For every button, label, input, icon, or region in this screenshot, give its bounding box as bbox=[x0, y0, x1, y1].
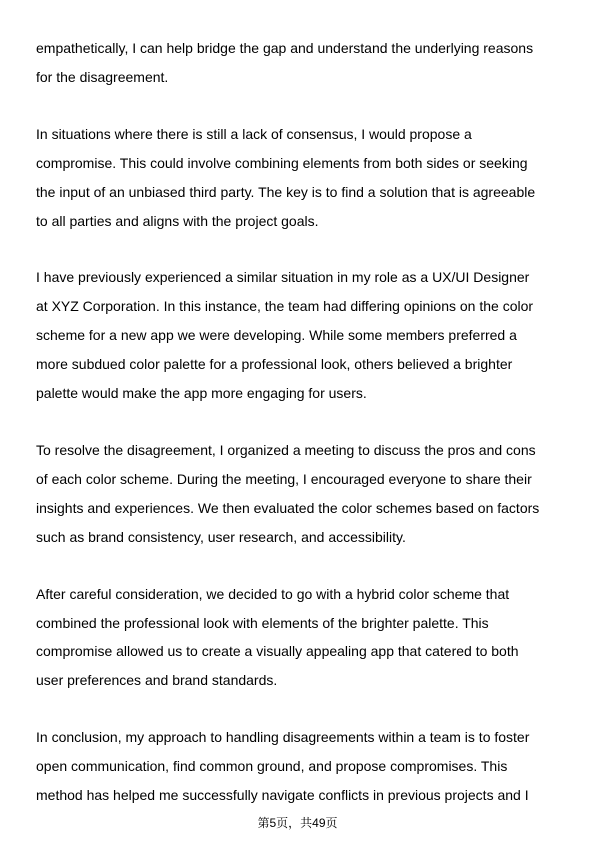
text-line: In conclusion, my approach to handling disagreements within a team is to foster bbox=[36, 729, 530, 746]
text-line: scheme for a new app we were developing. While some members preferred a bbox=[36, 327, 517, 344]
page-number-footer: 第5页，共49页 bbox=[257, 816, 338, 830]
text-line: compromise allowed us to create a visually appealing app that catered to both bbox=[36, 643, 519, 660]
text-line: After careful consideration, we decided to go with a hybrid color scheme that bbox=[36, 585, 510, 602]
text-line: to all parties and aligns with the project goals. bbox=[36, 212, 319, 229]
text-line: the input of an unbiased third party. The key is to find a solution that is agreeable bbox=[36, 183, 536, 200]
paragraph bbox=[36, 723, 566, 810]
text-line: such as brand consistency, user research, and accessibility. bbox=[36, 528, 406, 545]
text-line: at XYZ Corporation. In this instance, the team had differing opinions on the color bbox=[36, 298, 534, 315]
paragraph bbox=[36, 34, 566, 92]
text-line: more subdued color palette for a professional look, others believed a brighter bbox=[36, 356, 513, 373]
text-line: user preferences and brand standards. bbox=[36, 672, 278, 689]
text-line: method has helped me successfully navigate conflicts in previous projects and I bbox=[36, 787, 529, 804]
paragraph bbox=[36, 436, 566, 552]
text-line: of each color scheme. During the meeting, I encouraged everyone to share their bbox=[36, 470, 532, 487]
text-line: insights and experiences. We then evaluated the color schemes based on factors bbox=[36, 499, 540, 516]
text-line: compromise. This could involve combining elements from both sides or seeking bbox=[36, 154, 528, 171]
document-body bbox=[36, 34, 566, 838]
text-line: empathetically, I can help bridge the gap and understand the underlying reasons bbox=[36, 40, 534, 56]
text-line: I have previously experienced a similar situation in my role as a UX/UI Designer bbox=[36, 269, 530, 286]
paragraph bbox=[36, 580, 566, 696]
text-line: for the disagreement. bbox=[36, 68, 169, 85]
paragraph bbox=[36, 120, 566, 236]
text-line: In situations where there is still a lack of consensus, I would propose a bbox=[36, 125, 472, 142]
text-line: palette would make the app more engaging for users. bbox=[36, 385, 367, 402]
text-line: open communication, find common ground, and propose compromises. This bbox=[36, 758, 508, 775]
paragraph bbox=[36, 263, 566, 408]
text-line: combined the professional look with elements of the brighter palette. This bbox=[36, 614, 489, 631]
text-line: To resolve the disagreement, I organized a meeting to discuss the pros and cons bbox=[36, 441, 536, 458]
